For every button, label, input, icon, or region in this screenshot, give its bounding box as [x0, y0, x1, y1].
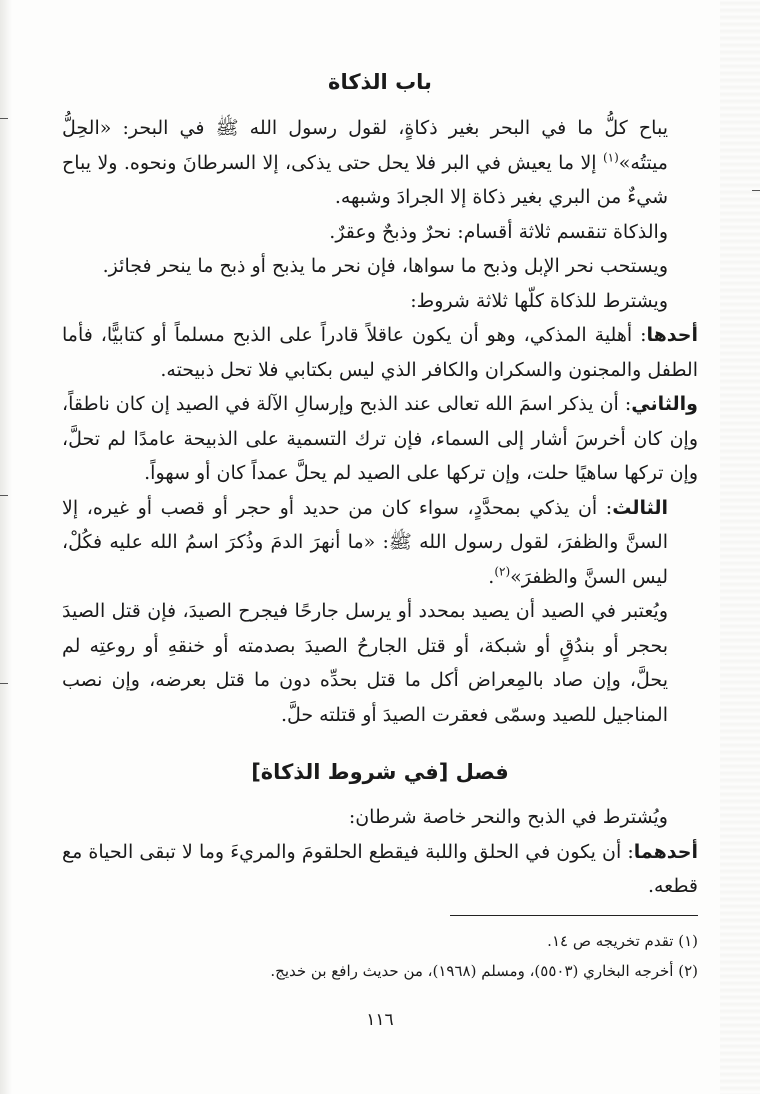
condition-label: أحدها: [646, 324, 698, 346]
section-body-1: [62, 111, 698, 732]
margin-tick: [0, 683, 8, 684]
paragraph-text: إلا ما يعيش في البر فلا يحل حتى يذكى، إلا السرطانَ ونحوه. ولا يباح شيءٌ من البري بغير ذكاة إلا الجرادَ وشبهه.: [62, 151, 668, 208]
paragraph: ويشترط للذكاة كلّها ثلاثة شروط:: [410, 289, 668, 312]
paragraph: ويُشترط في الذبح والنحر خاصة شرطان:: [348, 806, 668, 828]
footnote-ref[interactable]: (١): [602, 150, 619, 165]
scan-edge-left: [0, 0, 12, 1094]
paragraph: [62, 491, 698, 595]
paragraph-text: .: [488, 565, 495, 588]
paragraph: ويستحب نحر الإبل وذبح ما سواها، فإن نحر ما يذبح أو ذبح ما ينحر فجائز.: [102, 255, 668, 277]
paragraph: [62, 835, 698, 904]
paragraph-text: : أهلية المذكي، وهو أن يكون عاقلاً قادراً على الذبح مسلماً أو كتابيًّا، فأما الطفل والمجنون والسكران والكافر الذي ليس بكتابي فلا تحل ذبيحته.: [62, 324, 698, 381]
footnote: (١) تقدم تخريجه ص ١٤.: [547, 932, 698, 950]
page-number: ١١٦: [366, 1010, 394, 1030]
paragraph-text: : أن يكون في الحلق واللبة فيقطع الحلقومَ والمريءَ وما لا تبقى الحياة مع قطعه.: [62, 840, 698, 897]
section-title: فصل [في شروط الذكاة]: [251, 760, 509, 784]
footnotes: [62, 926, 698, 986]
condition-label: الثالث: [612, 496, 668, 519]
condition-label: والثاني: [631, 393, 698, 415]
footnote-ref[interactable]: (٢): [494, 564, 511, 579]
paragraph: والذكاة تنقسم ثلاثة أقسام: نحرٌ وذبحٌ وعقرٌ.: [329, 220, 668, 243]
margin-tick: [752, 190, 760, 191]
footnote-separator: [450, 915, 698, 916]
paragraph: ويُعتبر في الصيد أن يصيد بمحدد أو يرسل جارحًا فيجرح الصيدَ، فإن قتل الصيدَ بحجر أو بندُقٍ أو شبكة، أو قتل الجارحُ الصيدَ بصدمته أو خنقهِ أو روعتِه لم يحلَّ، وإن صاد بالمِعراض أكل ما قتل بحدِّه دون ما قتل بعرضه، وإن نصب المناجيل للصيد وسمّى فعقرت الصيدَ أو قتلته حلَّ.: [62, 600, 668, 726]
footnote: (٢) أخرجه البخاري (٥٥٠٣)، ومسلم (١٩٦٨)، من حديث رافع بن خديج.: [270, 962, 698, 980]
paragraph-text: يباح كلُّ ما في البحر بغير ذكاةٍ، لقول رسول الله ﷺ في البحر: «الحِلُّ ميتتُه»: [62, 117, 668, 174]
paragraph-text: : أن يذكي بمحدَّدٍ، سواء كان من حديد أو حجر أو قصب أو غيره، إلا السنَّ والظفرَ، لقول رسول الله ﷺ: «ما أنهرَ الدمَ وذُكرَ اسمُ الله عليه فكُلْ، ليس السنَّ والظفرَ»: [62, 496, 668, 588]
section-body-2: [62, 800, 698, 904]
chapter-title: باب الذكاة: [328, 70, 432, 94]
paragraph-text: : أن يذكر اسمَ الله تعالى عند الذبح وإرسالِ الآلة في الصيد إن كان ناطقاً، وإن كان أخرسَ أشار إلى السماء، فإن ترك التسمية على الذبيحة عامدًا لم تحلَّ، وإن تركها ساهيًا حلت، وإن تركها على الصيد لم يحلَّ عمداً كان أو سهواً.: [62, 393, 698, 484]
paragraph: [62, 318, 698, 387]
condition-label: أحدهما: [633, 840, 698, 863]
margin-tick: [0, 118, 8, 119]
paragraph: [62, 387, 698, 491]
scan-edge-right: [720, 0, 760, 1094]
paragraph: [62, 111, 698, 215]
margin-tick: [0, 495, 8, 496]
